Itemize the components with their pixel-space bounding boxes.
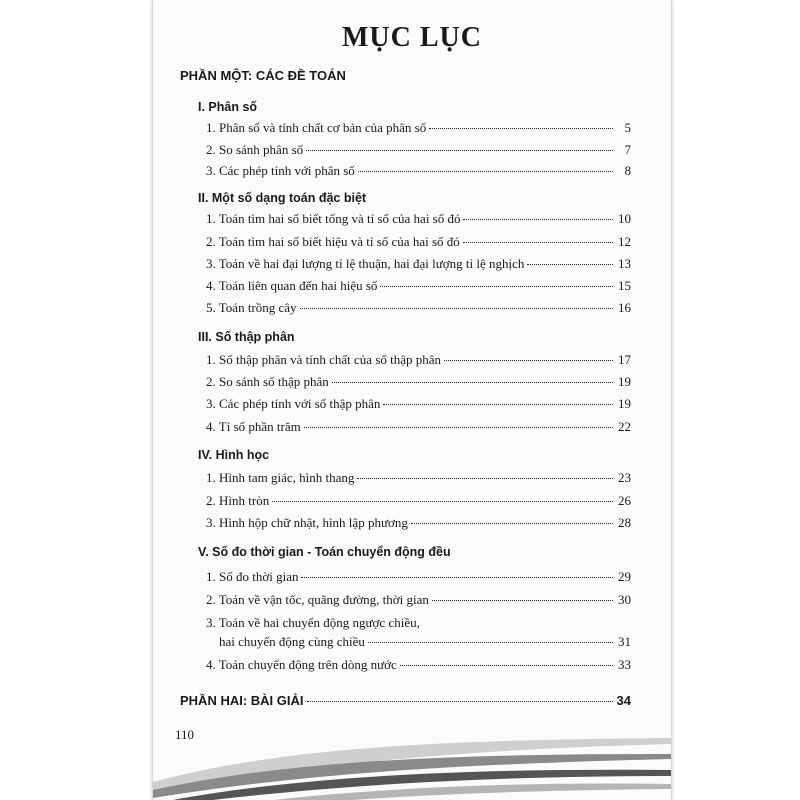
toc-entry[interactable]: 1. Hình tam giác, hình thang 23: [206, 470, 631, 485]
page-number: 5: [624, 120, 631, 135]
toc-entry[interactable]: 1. Số thập phân và tính chất của số thập phân 17: [206, 352, 631, 367]
section-heading: V. Số đo thời gian - Toán chuyển động đều: [198, 545, 451, 559]
page-number: 23: [618, 470, 631, 485]
dot-leader: [400, 665, 613, 666]
page-number: 26: [618, 493, 631, 508]
dot-leader: [463, 219, 613, 220]
part-one-heading: PHẦN MỘT: CÁC ĐỀ TOÁN: [180, 68, 346, 83]
page-number: 31: [618, 634, 631, 649]
page-number: 17: [618, 352, 631, 367]
dot-leader: [444, 360, 613, 361]
dot-leader: [357, 478, 613, 479]
page-title: MỤC LỤC: [342, 22, 482, 53]
page-number: 34: [616, 693, 631, 708]
page-number: 19: [618, 396, 631, 411]
section-heading: IV. Hình học: [198, 448, 270, 462]
dot-leader: [332, 382, 613, 383]
page-number: 12: [618, 234, 631, 249]
section-heading: II. Một số dạng toán đặc biệt: [198, 191, 367, 205]
dot-leader: [432, 600, 613, 601]
dot-leader: [358, 171, 613, 172]
book-page: [152, 0, 672, 800]
page-number: 13: [618, 256, 631, 271]
toc-entry[interactable]: 1. Toán tìm hai số biết tổng và tỉ số của hai số đó 10: [206, 211, 631, 226]
toc-entry[interactable]: 2. Hình tròn 26: [206, 493, 631, 508]
toc-entry[interactable]: 2. Toán tìm hai số biết hiệu và tỉ số của hai số đó 12: [206, 234, 631, 249]
toc-entry[interactable]: 4. Toán chuyển động trên dòng nước 33: [206, 657, 631, 672]
dot-leader: [383, 404, 613, 405]
page-number: 30: [618, 592, 631, 607]
toc-entry[interactable]: 3. Hình hộp chữ nhật, hình lập phương 28: [206, 515, 631, 530]
toc-entry[interactable]: 3. Các phép tính với phân số 8: [206, 163, 631, 178]
toc-entry[interactable]: 2. So sánh phân số 7: [206, 142, 631, 157]
toc-entry[interactable]: 4. Toán liên quan đến hai hiệu số 15: [206, 278, 631, 293]
page-number: 22: [618, 419, 631, 434]
dot-leader: [527, 264, 613, 265]
dot-leader: [380, 286, 613, 287]
page-number: 10: [618, 211, 631, 226]
decorative-wave-icon: [153, 710, 671, 800]
section-heading: I. Phân số: [198, 100, 258, 114]
page-number: 15: [618, 278, 631, 293]
dot-leader: [411, 523, 613, 524]
section-heading: III. Số thập phân: [198, 330, 295, 344]
toc-entry[interactable]: 1. Số đo thời gian 29: [206, 569, 631, 584]
dot-leader: [272, 501, 613, 502]
toc-entry[interactable]: 4. Tỉ số phần trăm 22: [206, 419, 631, 434]
toc-entry[interactable]: 1. Phân số và tính chất cơ bản của phân số 5: [206, 120, 631, 135]
folio-page-number: 110: [175, 727, 195, 742]
dot-leader: [304, 427, 613, 428]
toc-entry[interactable]: 5. Toán trồng cây 16: [206, 300, 631, 315]
dot-leader: [429, 128, 613, 129]
toc-entry[interactable]: 3. Toán về hai chuyển động ngược chiều, hai chuyển động cùng chiều 31: [206, 615, 631, 649]
page-number: 19: [618, 374, 631, 389]
dot-leader: [301, 577, 613, 578]
dot-leader: [463, 242, 613, 243]
page-number: 8: [624, 163, 631, 178]
page-number: 33: [618, 657, 631, 672]
page-number: 28: [618, 515, 631, 530]
toc-entry[interactable]: 2. So sánh số thập phân 19: [206, 374, 631, 389]
part-two-heading[interactable]: PHẦN HAI: BÀI GIẢI 34: [180, 693, 631, 708]
page-number: 16: [618, 300, 631, 315]
dot-leader: [307, 701, 614, 702]
toc-entry[interactable]: 2. Toán về vận tốc, quãng đường, thời gian 30: [206, 592, 631, 607]
page-number: 29: [618, 569, 631, 584]
dot-leader: [306, 150, 613, 151]
toc-entry[interactable]: 3. Toán về hai đại lượng tỉ lệ thuận, hai đại lượng tỉ lệ nghịch 13: [206, 256, 631, 271]
dot-leader: [368, 642, 613, 643]
toc-entry[interactable]: 3. Các phép tính với số thập phân 19: [206, 396, 631, 411]
page-number: 7: [624, 142, 631, 157]
dot-leader: [300, 308, 613, 309]
